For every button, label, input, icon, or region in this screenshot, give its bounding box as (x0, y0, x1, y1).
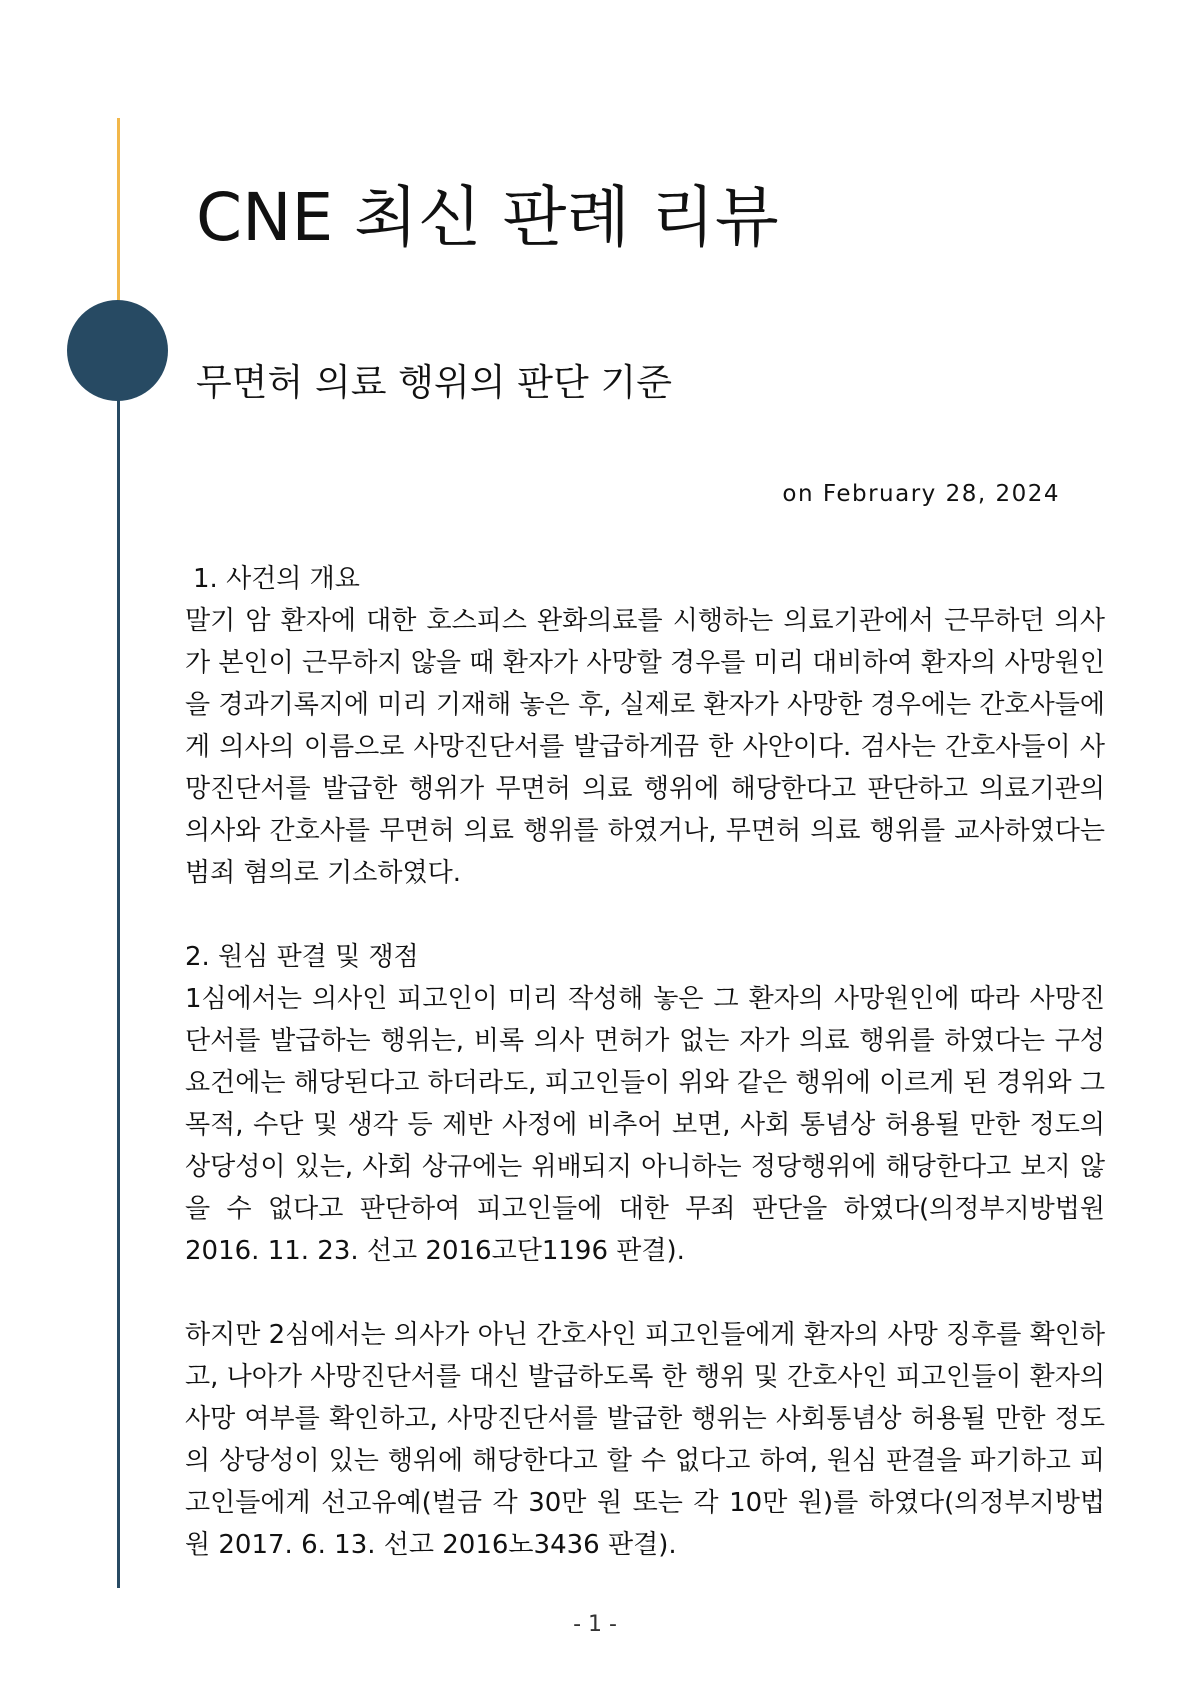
page-number: - 1 - (573, 1612, 617, 1637)
section-paragraph: 하지만 2심에서는 의사가 아닌 간호사인 피고인들에게 환자의 사망 징후를 확인하고, 나아가 사망진단서를 대신 발급하도록 한 행위 및 간호사인 피고인들이 환자의 사망 여부를 확인하고, 사망진단서를 발급한 행위는 사회통념상 허용될 만한 정도의 상당성이 있는 행위에 해당한다고 할 수 없다고 하여, 원심 판결을 파기하고 피고인들에게 선고유예(벌금 각 30만 원 또는 각 10만 원)를 하였다(의정부지방법원 2017. 6. 13. 선고 2016노3436 판결). (185, 1320, 1105, 1560)
section-heading: 1. 사건의 개요 (193, 564, 360, 594)
section-paragraph: 1심에서는 의사인 피고인이 미리 작성해 놓은 그 환자의 사망원인에 따라 사망진단서를 발급하는 행위는, 비록 의사 면허가 없는 자가 의료 행위를 하였다는 구성요건에는 해당된다고 하더라도, 피고인들이 위와 같은 행위에 이르게 된 경위와 그 목적, 수단 및 생각 등 제반 사정에 비추어 보면, 사회 통념상 허용될 만한 정도의 상당성이 있는, 사회 상규에는 위배되지 아니하는 정당행위에 해당한다고 보지 않을 수 없다고 판단하여 피고인들에 대한 무죄 판단을 하였다(의정부지방법원 2016. 11. 23. 선고 2016고단1196 판결). (185, 984, 1105, 1266)
section-heading: 2. 원심 판결 및 쟁점 (185, 942, 419, 972)
publication-date: on February 28, 2024 (782, 481, 1060, 507)
document-body (185, 558, 1105, 1608)
document-subtitle: 무면허 의료 행위의 판단 기준 (196, 361, 672, 404)
timeline-circle-marker (67, 300, 168, 401)
section-case-overview (185, 558, 1105, 894)
section-paragraph: 말기 암 환자에 대한 호스피스 완화의료를 시행하는 의료기관에서 근무하던 의사가 본인이 근무하지 않을 때 환자가 사망할 경우를 미리 대비하여 환자의 사망원인을 경과기록지에 미리 기재해 놓은 후, 실제로 환자가 사망한 경우에는 간호사들에게 의사의 이름으로 사망진단서를 발급하게끔 한 사안이다. 검사는 간호사들이 사망진단서를 발급한 행위가 무면허 의료 행위에 해당한다고 판단하고 의료기관의 의사와 간호사를 무면허 의료 행위를 하였거나, 무면허 의료 행위를 교사하였다는 범죄 혐의로 기소하였다. (185, 606, 1105, 888)
timeline-accent-line-top (117, 118, 120, 308)
document-title: CNE 최신 판례 리뷰 (196, 179, 779, 256)
timeline-accent-line-bottom (117, 400, 120, 1588)
section-lower-court-judgment (185, 936, 1105, 1566)
